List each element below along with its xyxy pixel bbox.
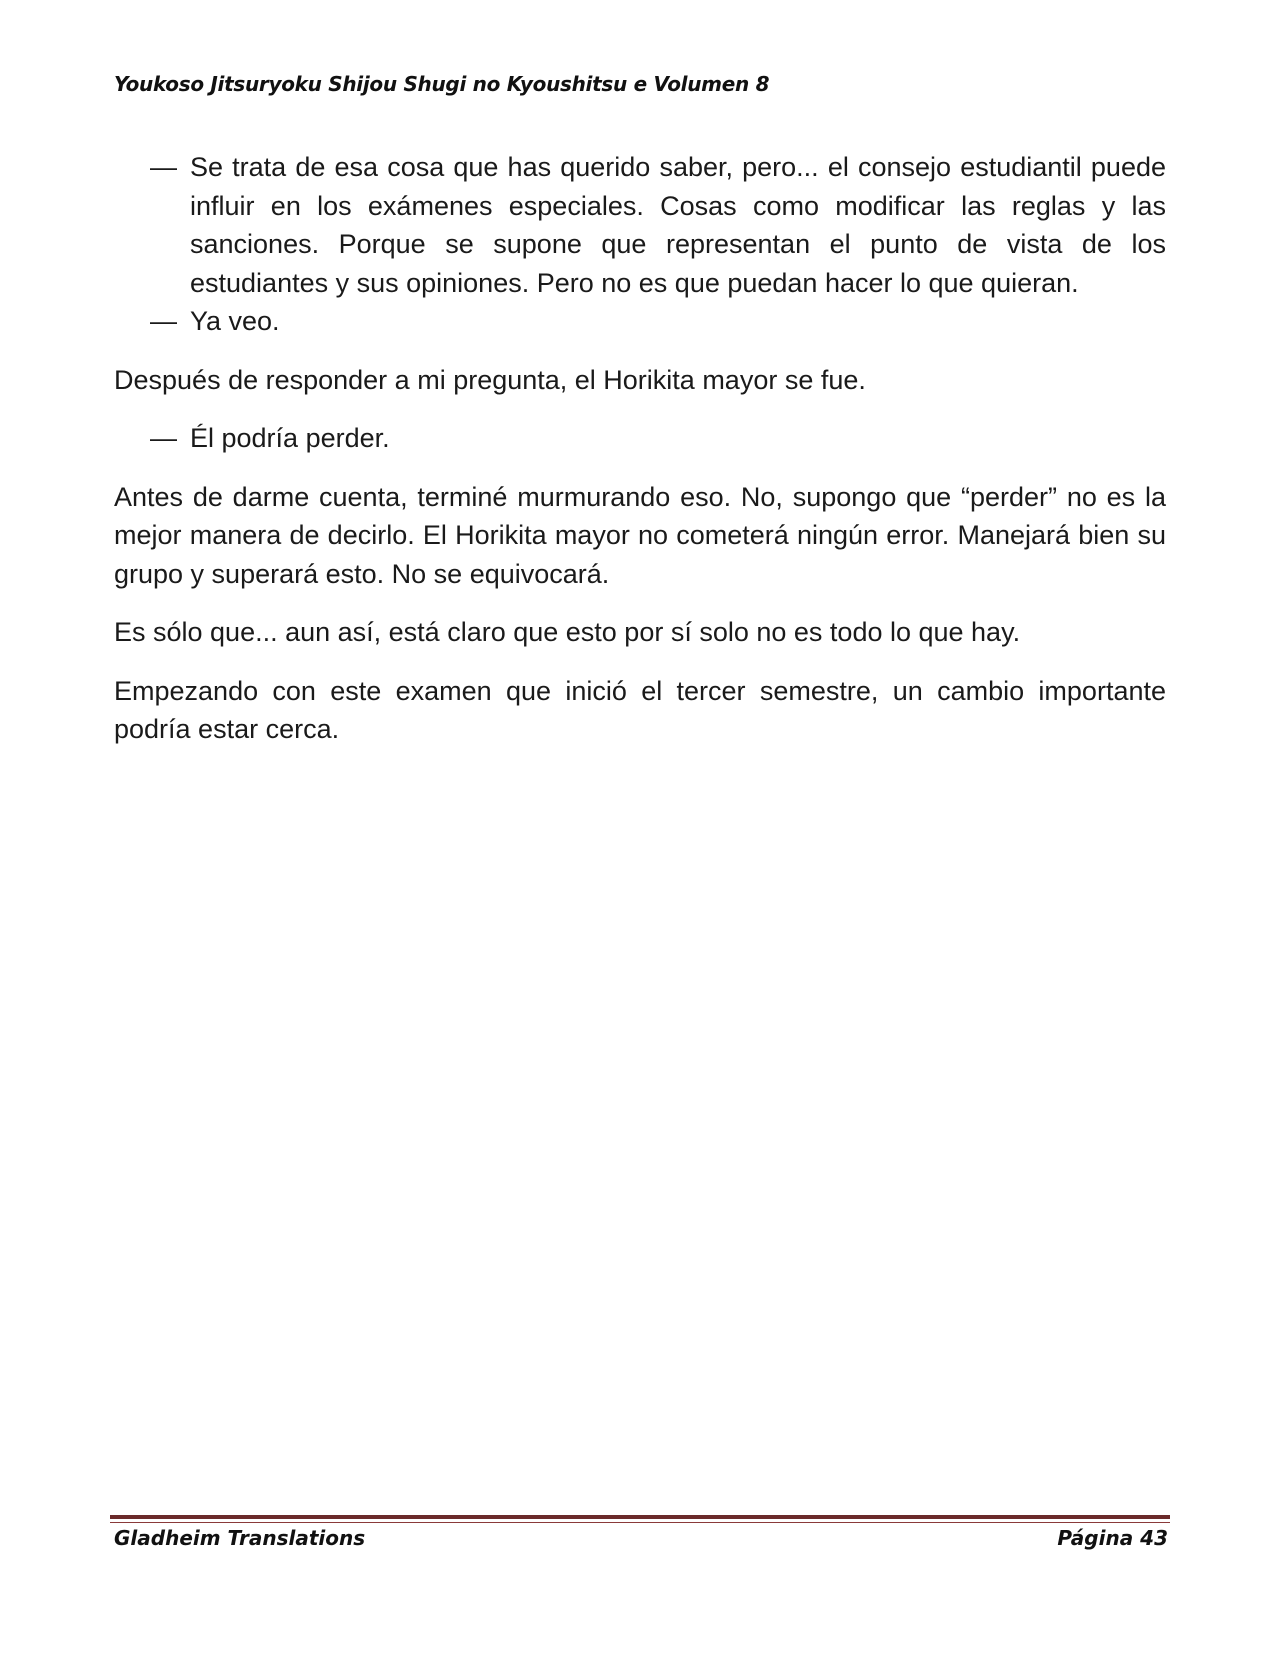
dialogue-text: Ya veo. [190, 306, 280, 336]
dialogue-line [114, 302, 1166, 341]
page-number: Página 43 [1057, 1526, 1168, 1550]
dialogue-text: Él podría perder. [190, 423, 390, 453]
paragraph: Es sólo que... aun así, está claro que esto por sí solo no es todo lo que hay. [114, 617, 1021, 647]
dialogue-dash: — [150, 306, 177, 336]
footer-credit: Gladheim Translations [114, 1526, 366, 1550]
dialogue-dash: — [150, 423, 177, 453]
paragraph: Después de responder a mi pregunta, el Horikita mayor se fue. [114, 364, 866, 395]
page-body [114, 148, 1166, 749]
running-header: Youkoso Jitsuryoku Shijou Shugi no Kyoushitsu e Volumen 8 [114, 72, 770, 96]
dialogue-dash: — [150, 152, 177, 182]
footer-rule [110, 1515, 1170, 1519]
footer-rule-thin [110, 1522, 1170, 1523]
paragraph: Antes de darme cuenta, terminé murmurando eso. No, supongo que “perder” no es la mejor manera de decirlo. El Horikita mayor no cometerá ningún error. Manejará bien su grupo y superará esto. No se equivocará. [114, 481, 1166, 589]
dialogue-text: Se trata de esa cosa que has querido saber, pero... el consejo estudiantil puede influir en los exámenes especiales. Cosas como modificar las reglas y las sanciones. Porque se supone que representan el punto de vista de los estudiantes y sus opiniones. Pero no es que puedan hacer lo que quieran. [190, 152, 1166, 298]
dialogue-line [114, 148, 1166, 302]
paragraph: Empezando con este examen que inició el tercer semestre, un cambio importante podría estar cerca. [114, 675, 1166, 744]
dialogue-line [114, 419, 1166, 458]
